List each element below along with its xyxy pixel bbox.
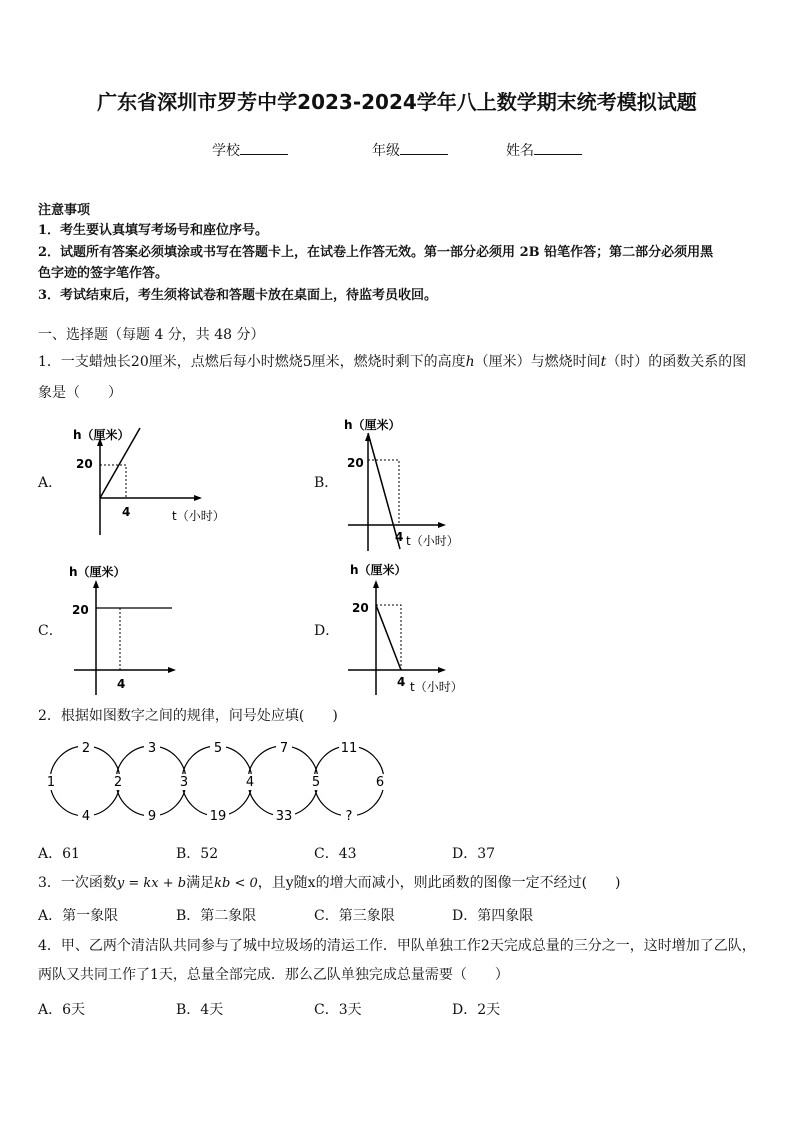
middle-number: 1 [46, 775, 56, 790]
x-axis-arrow-icon [438, 667, 446, 673]
y-value-label: 20 [72, 603, 89, 617]
top-number: 2 [81, 741, 91, 756]
notice-item: 2．试题所有答案必须填涂或书写在答题卡上，在试卷上作答无效。第一部分必须用 2B 铅笔作答；第二部分必须用黑 [38, 245, 714, 260]
q1-graph-d [340, 560, 480, 700]
q2-option-c: C．43 [314, 846, 357, 862]
middle-number: 2 [113, 775, 123, 790]
y-axis-label: h（厘米） [350, 563, 407, 577]
q1-stem-line2: 象是（ ） [38, 385, 122, 401]
section-heading: 一、选择题（每题 4 分，共 48 分） [38, 327, 265, 343]
q1-graph-c [60, 560, 260, 700]
x-axis-label: t（小时） [410, 680, 463, 694]
school-field: 学校 [212, 140, 288, 160]
x-value-label: 4 [395, 530, 404, 544]
q2-pattern-figure [40, 738, 400, 828]
y-value-label: 20 [76, 457, 93, 471]
page-title: 广东省深圳市罗芳中学2023-2024学年八上数学期末统考模拟试题 [97, 90, 697, 114]
top-number: 7 [279, 741, 289, 756]
function-line [376, 605, 401, 670]
x-value-label: 4 [117, 677, 126, 691]
pattern-circle [113, 746, 189, 816]
q3-option-b: B．第二象限 [176, 908, 257, 924]
top-number: 3 [147, 741, 157, 756]
q1-option-a-label: A． [38, 475, 63, 491]
middle-number: 6 [375, 775, 385, 790]
q3-option-a: A．第一象限 [38, 908, 119, 924]
q1-graph-b [340, 413, 480, 553]
x-axis-arrow-icon [194, 495, 202, 501]
notice-item: 1．考生要认真填写考场号和座位序号。 [38, 223, 269, 238]
q2-option-a: A．61 [38, 846, 80, 862]
x-axis-label: t（小时） [406, 534, 459, 548]
grade-field: 年级 [372, 140, 448, 160]
bottom-number: 4 [81, 809, 91, 824]
notice-item: 3．考试结束后，考生须将试卷和答题卡放在桌面上，待监考员收回。 [38, 288, 438, 303]
q2-option-b: B．52 [176, 846, 219, 862]
q4-stem-line1: 4．甲、乙两个清洁队共同参与了城中垃圾场的清运工作．甲队单独工作2天完成总量的三分之一，这时增加了乙队， [38, 938, 756, 954]
q1-option-c-label: C． [38, 623, 63, 639]
q3-stem: 3．一次函数y = kx + b满足kb < 0，且y随x的增大而减小，则此函数的图像一定不经过( ) [38, 875, 621, 891]
q4-option-b: B．4天 [176, 1002, 224, 1018]
q2-stem: 2．根据如图数字之间的规律，问号处应填( ) [38, 708, 338, 724]
x-axis-label: t（小时） [172, 509, 225, 523]
x-axis-arrow-icon [438, 522, 446, 528]
x-axis-arrow-icon [168, 667, 176, 673]
y-axis-arrow-icon [93, 580, 99, 588]
q2-option-d: D．37 [452, 846, 496, 862]
q4-stem-line2: 两队又共同工作了1天，总量全部完成．那么乙队单独完成总量需要（ ） [38, 967, 509, 983]
notice-heading: 注意事项 [38, 203, 91, 218]
top-number: 5 [213, 741, 223, 756]
bottom-number: 33 [275, 809, 293, 824]
name-field: 姓名 [506, 140, 582, 160]
bottom-number: 19 [209, 809, 227, 824]
pattern-circle [50, 746, 123, 816]
x-value-label: 4 [397, 675, 406, 689]
y-axis-arrow-icon [373, 580, 379, 588]
q1-option-b-label: B． [314, 475, 339, 491]
q3-option-c: C．第三象限 [314, 908, 395, 924]
guide-lines [368, 460, 399, 525]
y-axis-label: h（厘米） [344, 418, 401, 432]
pattern-circle [245, 746, 321, 816]
y-axis-label: h（厘米） [69, 565, 126, 579]
q4-option-a: A．6天 [38, 1002, 86, 1018]
q4-option-c: C．3天 [314, 1002, 362, 1018]
bottom-number: ? [345, 809, 353, 824]
y-axis-label: h（厘米） [73, 428, 130, 442]
notice-item: 色字迹的签字笔作答。 [38, 266, 169, 281]
q1-graph-a [60, 420, 260, 540]
q1-stem: 1．一支蜡烛长20厘米，点燃后每小时燃烧5厘米，燃烧时剩下的高度h（厘米）与燃烧时间t（时）的函数关系的图 [38, 354, 747, 370]
q1-option-d-label: D． [314, 623, 340, 639]
y-value-label: 20 [352, 601, 369, 615]
y-value-label: 20 [347, 456, 364, 470]
q3-option-d: D．第四象限 [452, 908, 534, 924]
middle-number: 3 [179, 775, 189, 790]
q4-option-d: D．2天 [452, 1002, 501, 1018]
pattern-circle [179, 746, 255, 816]
middle-number: 4 [245, 775, 255, 790]
guide-lines [100, 465, 126, 498]
top-number: 11 [340, 741, 358, 756]
middle-number: 5 [311, 775, 321, 790]
x-value-label: 4 [122, 505, 131, 519]
bottom-number: 9 [147, 809, 157, 824]
